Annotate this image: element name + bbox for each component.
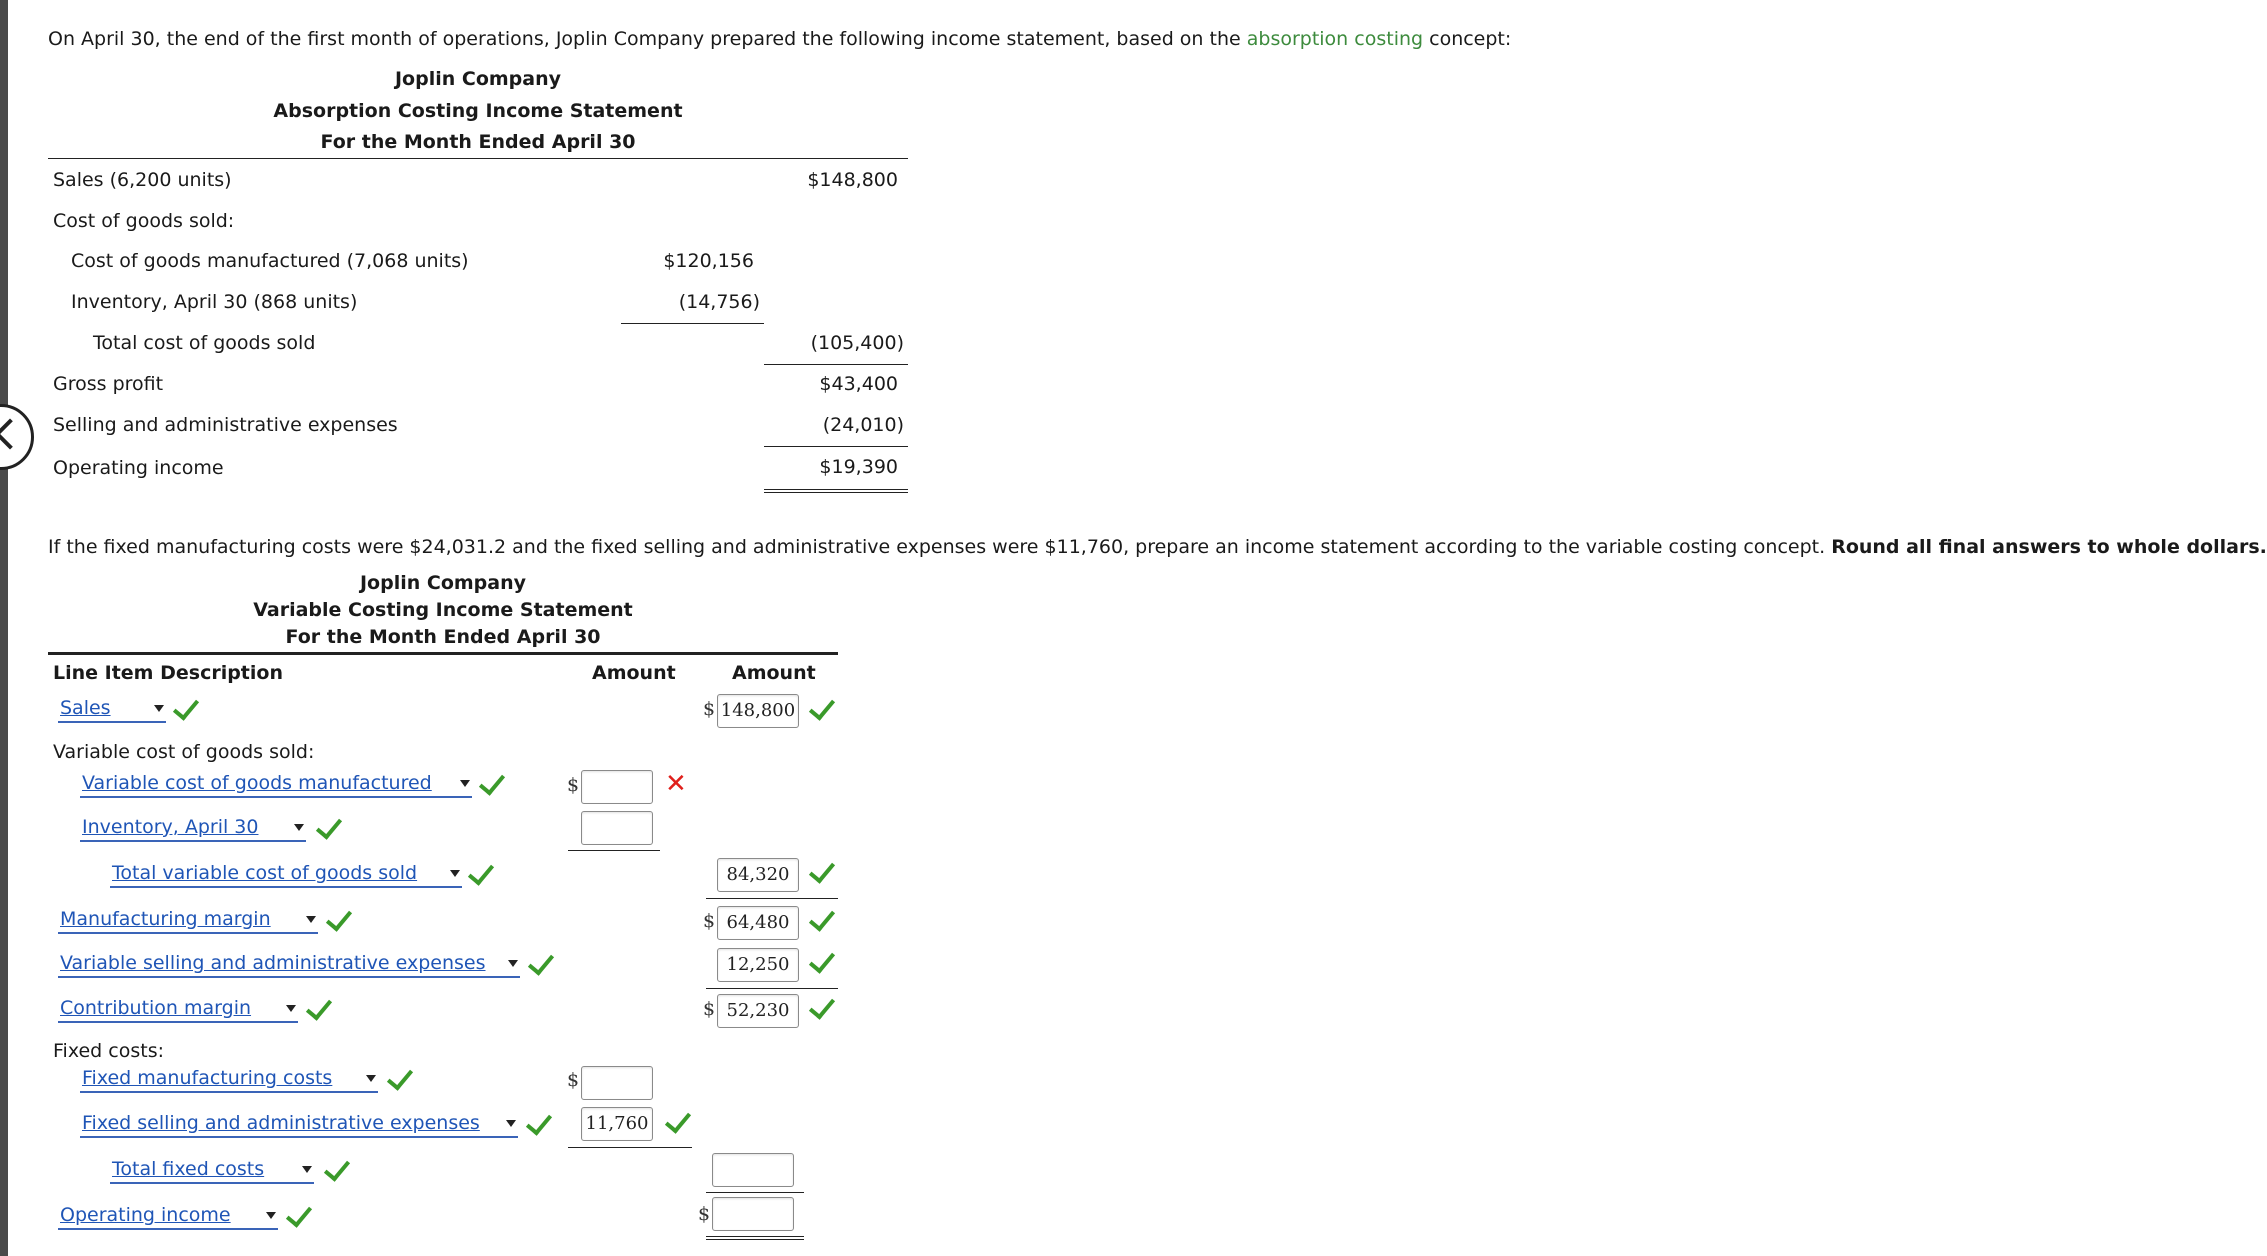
abs-sa-value: (24,010) <box>822 414 904 436</box>
abs-total-double-rule <box>764 489 908 493</box>
instruction-bold: Round all final answers to whole dollars. <box>1831 536 2267 558</box>
vcgm-label-check-icon <box>479 768 505 795</box>
vsa-label-check-icon <box>528 948 554 975</box>
inventory-amount-field[interactable] <box>581 811 653 845</box>
var-header-rule <box>48 652 838 655</box>
fixed-mfg-amount-field[interactable] <box>581 1066 653 1100</box>
vsa-amount-check-icon <box>809 946 835 973</box>
vcgm-dropdown-label: Variable cost of goods manufactured <box>82 772 432 794</box>
abs-title: Absorption Costing Income Statement <box>273 100 683 122</box>
fixed-mfg-dollar-sign: $ <box>567 1069 580 1091</box>
abs-gross-profit-value: $43,400 <box>819 373 898 395</box>
sales-dropdown-label: Sales <box>60 697 111 719</box>
abs-sales-value: $148,800 <box>807 169 898 191</box>
fixed-sa-dropdown-label: Fixed selling and administrative expenses <box>82 1112 480 1134</box>
chevron-down-icon <box>154 705 164 712</box>
abs-row-operating-income: Operating income <box>53 457 224 479</box>
total-vcogs-amount-field[interactable]: 84,320 <box>717 858 799 892</box>
instruction-text <box>48 536 2267 558</box>
fixed-sa-dropdown[interactable] <box>80 1112 518 1138</box>
abs-inventory-value: (14,756) <box>678 291 760 313</box>
sales-dollar-sign: $ <box>703 698 716 720</box>
col-header-description: Line Item Description <box>53 662 283 684</box>
mfg-margin-dropdown-label: Manufacturing margin <box>60 908 271 930</box>
vcgm-incorrect-x-icon: ✕ <box>665 769 687 799</box>
contribution-margin-dollar-sign: $ <box>703 998 716 1020</box>
mfg-margin-amount-field[interactable]: 64,480 <box>717 906 799 940</box>
back-button[interactable] <box>0 404 34 470</box>
abs-col2-rule-2 <box>764 446 908 447</box>
abs-row-cogm: Cost of goods manufactured (7,068 units) <box>71 250 469 272</box>
abs-row-inventory: Inventory, April 30 (868 units) <box>71 291 358 313</box>
left-edge-bar <box>0 0 8 1256</box>
col-header-amount-2: Amount <box>732 662 816 684</box>
chevron-down-icon <box>450 870 460 877</box>
fixed-costs-heading: Fixed costs: <box>53 1040 164 1062</box>
var-title: Variable Costing Income Statement <box>253 599 633 621</box>
total-vcogs-dropdown-label: Total variable cost of goods sold <box>112 862 418 884</box>
chevron-down-icon <box>460 780 470 787</box>
fixed-sa-amount-check-icon <box>665 1106 691 1133</box>
contribution-margin-amount-check-icon <box>809 992 835 1019</box>
operating-income-dropdown[interactable] <box>58 1204 278 1230</box>
vsa-dropdown[interactable] <box>58 952 520 978</box>
abs-total-cogs-value: (105,400) <box>810 332 904 354</box>
total-fixed-rule <box>706 1192 804 1193</box>
intro-after: concept: <box>1429 28 1512 50</box>
abs-period: For the Month Ended April 30 <box>320 131 636 153</box>
total-fixed-amount-field[interactable] <box>712 1153 794 1187</box>
mfg-margin-amount-check-icon <box>809 904 835 931</box>
col-header-amount-1: Amount <box>592 662 676 684</box>
sales-dropdown[interactable] <box>58 697 166 723</box>
chevron-left-icon <box>0 418 26 449</box>
operating-income-dropdown-label: Operating income <box>60 1204 231 1226</box>
vcgm-dropdown[interactable] <box>80 772 472 798</box>
total-vcogs-label-check-icon <box>468 858 494 885</box>
chevron-down-icon <box>506 1120 516 1127</box>
vcogs-heading: Variable cost of goods sold: <box>53 741 315 763</box>
chevron-down-icon <box>508 960 518 967</box>
vcgm-amount-field[interactable] <box>581 770 653 804</box>
sales-amount-field[interactable]: 148,800 <box>717 694 799 728</box>
var-company: Joplin Company <box>359 572 527 594</box>
intro-text <box>48 28 1511 50</box>
var-period: For the Month Ended April 30 <box>285 626 601 648</box>
total-vcogs-rule <box>706 898 838 899</box>
abs-col2-rule-1 <box>764 364 908 365</box>
contribution-margin-dropdown-label: Contribution margin <box>60 997 252 1019</box>
fixed-sa-label-check-icon <box>526 1108 552 1135</box>
abs-row-sales: Sales (6,200 units) <box>53 169 232 191</box>
vcgm-dollar-sign: $ <box>567 774 580 796</box>
contribution-margin-amount-field[interactable]: 52,230 <box>717 994 799 1028</box>
chevron-down-icon <box>286 1005 296 1012</box>
mfg-margin-dropdown[interactable] <box>58 908 318 934</box>
abs-row-cogs-heading: Cost of goods sold: <box>53 210 235 232</box>
total-fixed-dropdown-label: Total fixed costs <box>112 1158 265 1180</box>
fixed-sa-amount-field[interactable]: 11,760 <box>581 1107 653 1141</box>
abs-company: Joplin Company <box>394 68 562 90</box>
fixed-mfg-label-check-icon <box>387 1063 413 1090</box>
contribution-margin-dropdown[interactable] <box>58 997 298 1023</box>
sales-amount-check-icon <box>809 693 835 720</box>
abs-row-total-cogs: Total cost of goods sold <box>93 332 316 354</box>
abs-cogm-value: $120,156 <box>663 250 754 272</box>
operating-income-dollar-sign: $ <box>698 1203 711 1225</box>
total-vcogs-dropdown[interactable] <box>110 862 462 888</box>
chevron-down-icon <box>302 1166 312 1173</box>
fixed-subtotal-rule <box>568 1147 692 1148</box>
inventory-dropdown-label: Inventory, April 30 <box>82 816 259 838</box>
abs-header-rule <box>48 158 908 159</box>
operating-income-double-rule <box>706 1236 804 1240</box>
total-vcogs-amount-check-icon <box>809 856 835 883</box>
total-fixed-dropdown[interactable] <box>110 1158 314 1184</box>
inventory-dropdown[interactable] <box>80 816 306 842</box>
chevron-down-icon <box>294 824 304 831</box>
intro-before: On April 30, the end of the first month of operations, Joplin Company prepared the following income statement, based on the <box>48 28 1241 50</box>
fixed-mfg-dropdown[interactable] <box>80 1067 378 1093</box>
vsa-amount-field[interactable]: 12,250 <box>717 948 799 982</box>
abs-row-sa: Selling and administrative expenses <box>53 414 398 436</box>
total-fixed-label-check-icon <box>324 1154 350 1181</box>
abs-col1-rule <box>621 323 764 324</box>
instruction-body: If the fixed manufacturing costs were $24,031.2 and the fixed selling and administrative expenses were $11,760, prepare an income statement according to the variable costing concept. <box>48 536 1826 558</box>
mfg-margin-label-check-icon <box>326 904 352 931</box>
contribution-margin-label-check-icon <box>306 993 332 1020</box>
abs-row-gross-profit: Gross profit <box>53 373 164 395</box>
operating-income-amount-field[interactable] <box>712 1197 794 1231</box>
vsa-dropdown-label: Variable selling and administrative expenses <box>60 952 486 974</box>
operating-income-label-check-icon <box>286 1200 312 1227</box>
vcogs-subtotal-rule <box>568 850 660 851</box>
chevron-down-icon <box>366 1075 376 1082</box>
absorption-costing-link[interactable]: absorption costing <box>1246 28 1424 50</box>
inventory-label-check-icon <box>316 812 342 839</box>
vsa-rule <box>706 988 838 989</box>
mfg-margin-dollar-sign: $ <box>703 910 716 932</box>
sales-label-check-icon <box>173 693 199 720</box>
fixed-mfg-dropdown-label: Fixed manufacturing costs <box>82 1067 333 1089</box>
chevron-down-icon <box>266 1212 276 1219</box>
chevron-down-icon <box>306 916 316 923</box>
abs-operating-income-value: $19,390 <box>819 456 898 478</box>
